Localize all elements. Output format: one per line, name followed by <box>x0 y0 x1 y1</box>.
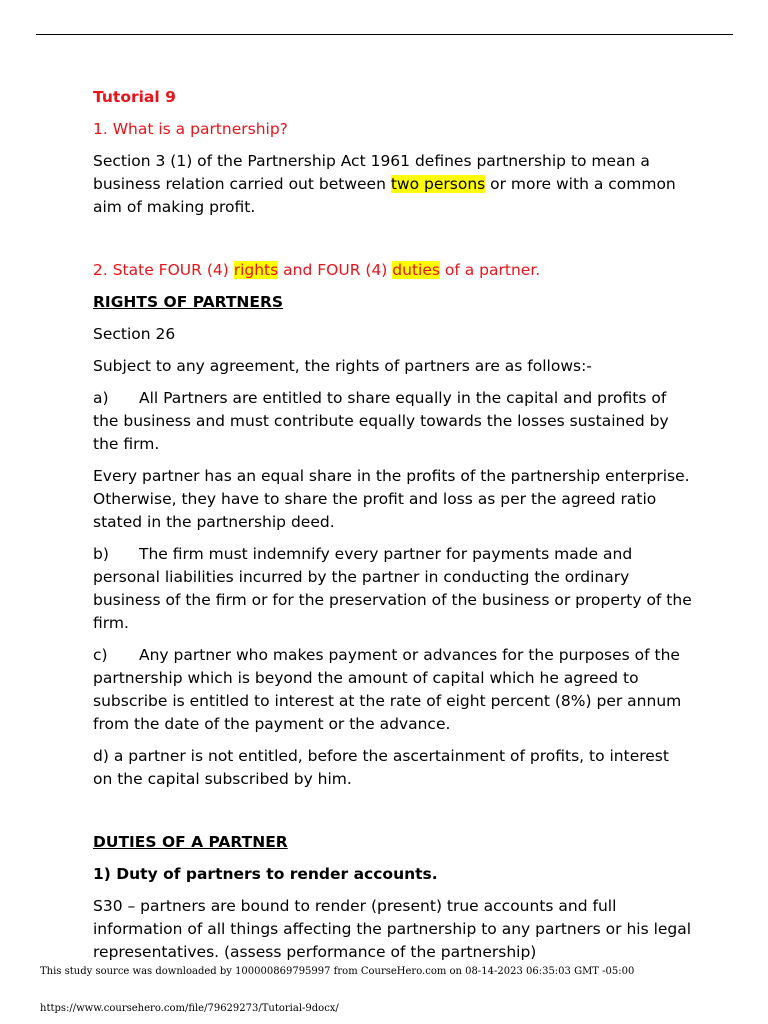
equal-share-paragraph: Every partner has an equal share in the profits of the partnership enterprise. Otherwise, they have to share the profit and loss as per the agreed ratio stated in the partnership deed. <box>93 467 690 531</box>
rights-item-b <box>93 543 693 635</box>
item-b-marker: b) <box>93 545 109 563</box>
duty-1-heading: 1) Duty of partners to render accounts. <box>93 865 438 883</box>
source-url[interactable]: https://www.coursehero.com/file/79629273/Tutorial-9docx/ <box>40 1003 339 1014</box>
highlight-rights: rights <box>233 261 279 279</box>
rights-heading: RIGHTS OF PARTNERS <box>93 293 284 311</box>
rights-item-c <box>93 644 693 736</box>
item-a-marker: a) <box>93 389 109 407</box>
question-2-part2: and FOUR (4) <box>278 261 393 279</box>
section-26: Section 26 <box>93 325 176 343</box>
download-notice: This study source was downloaded by 100000869795997 from CourseHero.com on 08-14-2023 06:35:03 GMT -05:00 <box>40 966 635 977</box>
item-c-marker: c) <box>93 646 108 664</box>
item-a-text: All Partners are entitled to share equally in the capital and profits of the business and must contribute equally towards the losses sustained by the firm. <box>93 389 669 453</box>
rights-item-a <box>93 387 693 456</box>
duty-1-text: S30 – partners are bound to render (present) true accounts and full information of all things affecting the partnership to any partners or his legal representatives. (assess performance of the partnership) <box>93 897 692 961</box>
question-2-part3: of a partner. <box>439 261 541 279</box>
rights-item-d: d) a partner is not entitled, before the ascertainment of profits, to interest on the capital subscribed by him. <box>93 747 669 788</box>
item-c-text: Any partner who makes payment or advances for the purposes of the partnership which is beyond the amount of capital which he agreed to subscribe is entitled to interest at the rate of eight percent (8%) per annum from the date of the payment or the advance. <box>93 646 682 733</box>
document-title: Tutorial 9 <box>93 88 176 106</box>
duties-heading: DUTIES OF A PARTNER <box>93 833 288 851</box>
answer-1-text-post: or more with a common aim of making profit. <box>93 175 676 216</box>
question-2-part1: 2. State FOUR (4) <box>93 261 234 279</box>
highlight-duties: duties <box>392 261 440 279</box>
rights-intro: Subject to any agreement, the rights of partners are as follows:- <box>93 357 592 375</box>
highlight-two-persons: two persons <box>390 175 486 193</box>
document-body <box>93 86 693 964</box>
header-rule <box>36 34 733 35</box>
question-2 <box>93 259 693 282</box>
answer-1 <box>93 150 693 219</box>
answer-1-text-pre: Section 3 (1) of the Partnership Act 1961 defines partnership to mean a business relation carried out between <box>93 152 650 193</box>
item-b-text: The firm must indemnify every partner for payments made and personal liabilities incurred by the partner in conducting the ordinary business of the firm or for the preservation of the business or property of the firm. <box>93 545 692 632</box>
question-1: 1. What is a partnership? <box>93 120 288 138</box>
